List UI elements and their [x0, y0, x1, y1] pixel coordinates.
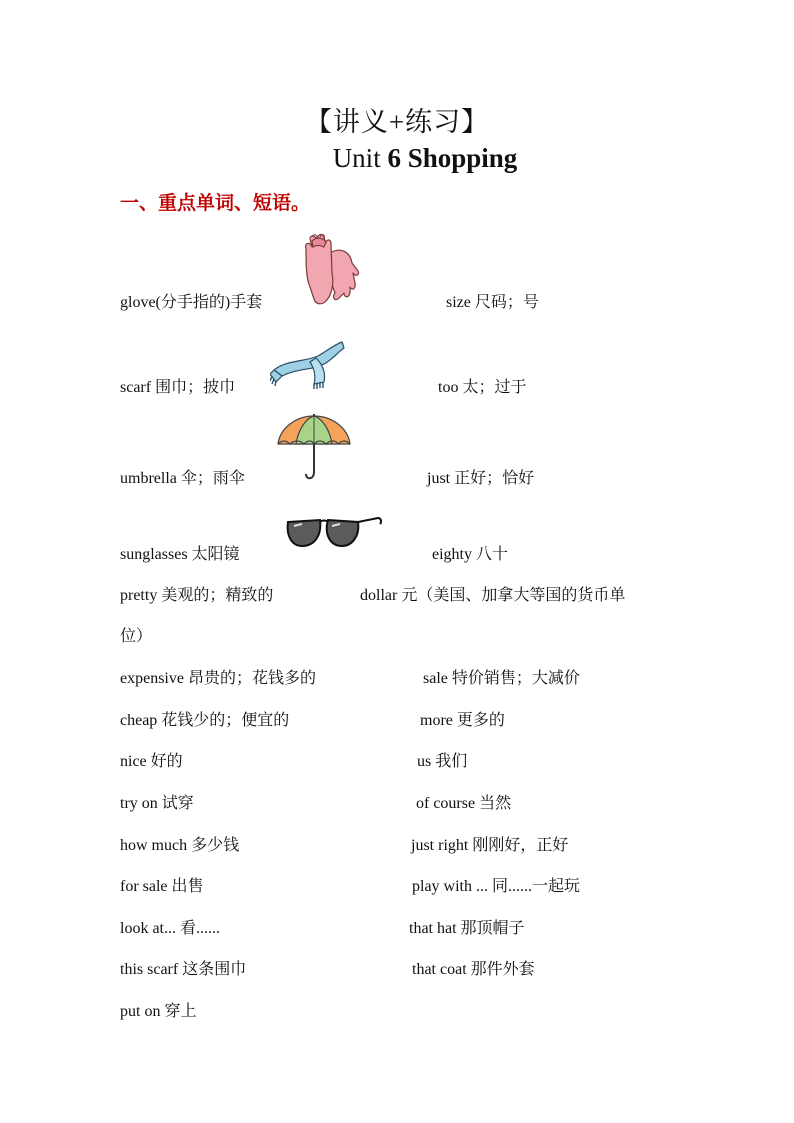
gloves-icon	[300, 233, 362, 305]
page-title: 【讲义+练习】	[304, 107, 490, 137]
vocab-left-9: try on 试穿	[120, 795, 194, 812]
vocab-left-2: scarf 围巾；披巾	[120, 379, 236, 396]
vocab-left-3: umbrella 伞；雨伞	[120, 470, 245, 487]
vocab-right-7: more 更多的	[420, 712, 505, 729]
vocab-right-12: that hat 那顶帽子	[409, 920, 525, 937]
vocab-right-4: eighty 八十	[432, 546, 508, 563]
vocab-right-3: just 正好；恰好	[427, 470, 535, 487]
vocab-left-11: for sale 出售	[120, 878, 204, 895]
scarf-icon	[270, 338, 348, 390]
vocab-right-9: of course 当然	[416, 795, 512, 812]
vocab-right-5: dollar 元（美国、加拿大等国的货币单	[360, 587, 626, 604]
vocab-left-10: how much 多少钱	[120, 837, 240, 854]
vocab-right-2: too 太；过于	[438, 379, 527, 396]
vocab-left-7: cheap 花钱少的；便宜的	[120, 712, 290, 729]
vocab-left-14: put on 穿上	[120, 1003, 197, 1020]
vocab-right-6: sale 特价销售；大减价	[423, 670, 580, 687]
vocab-left-6: expensive 昂贵的；花钱多的	[120, 670, 316, 687]
vocab-left-5: pretty 美观的；精致的	[120, 587, 274, 604]
sunglasses-icon	[284, 512, 384, 556]
vocab-right-10: just right 刚刚好，正好	[411, 837, 569, 854]
unit-title-bold: 6 Shopping	[387, 143, 518, 173]
vocab-right-8: us 我们	[417, 753, 468, 770]
vocab-right-1: size 尺码；号	[446, 294, 539, 311]
vocab-left-4: sunglasses 太阳镜	[120, 546, 240, 563]
section-heading: 一、重点单词、短语。	[120, 192, 311, 214]
vocab-right-13: that coat 那件外套	[412, 961, 535, 978]
vocab-continuation-5: 位）	[120, 628, 153, 645]
vocab-left-1: glove(分手指的)手套	[120, 294, 263, 311]
unit-title	[0, 143, 794, 174]
vocab-left-12: look at... 看......	[120, 920, 220, 937]
vocab-left-8: nice 好的	[120, 753, 183, 770]
vocab-right-11: play with ... 同......一起玩	[412, 878, 580, 895]
unit-title-prefix: Unit	[332, 143, 388, 173]
umbrella-icon	[276, 410, 352, 482]
vocab-left-13: this scarf 这条围巾	[120, 961, 247, 978]
